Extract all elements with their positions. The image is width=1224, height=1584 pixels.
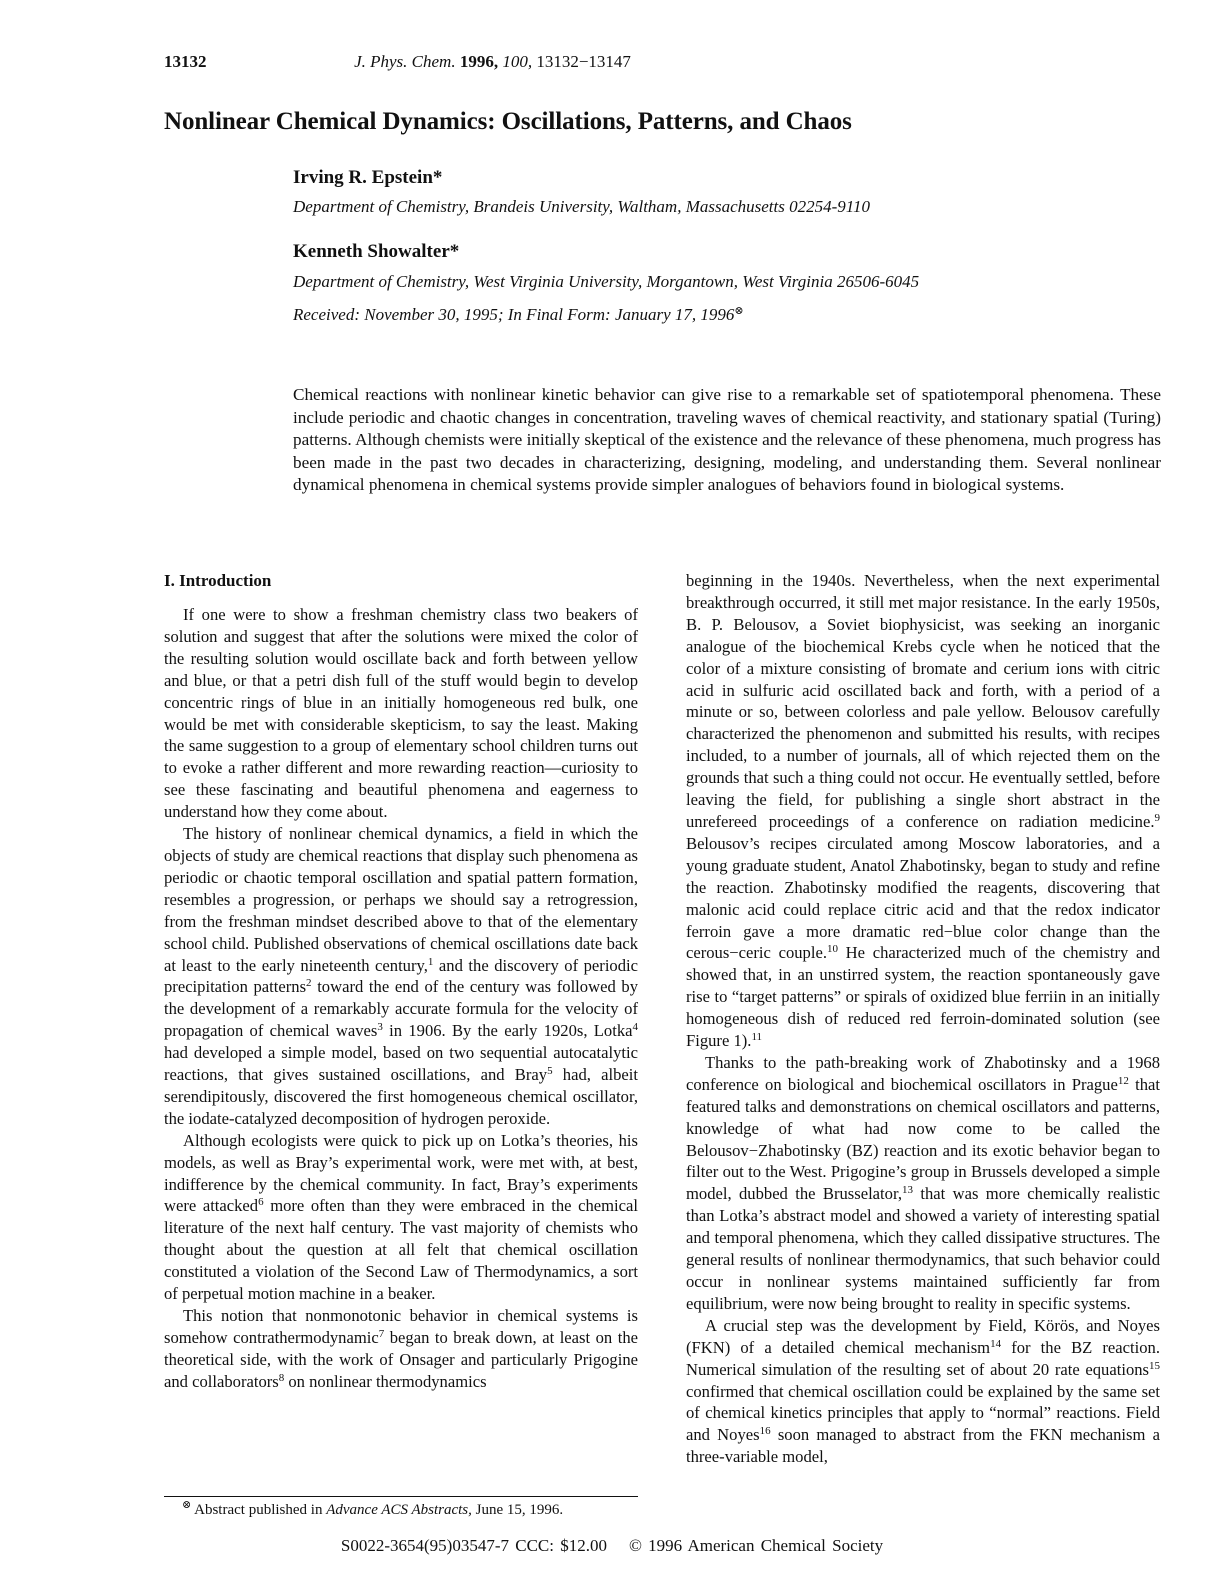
received-dates — [293, 305, 744, 325]
citation-ref: 15 — [1149, 1359, 1160, 1372]
journal-pages: 13132−13147 — [536, 52, 631, 71]
citation-ref: 1 — [427, 955, 434, 968]
author-affiliation: Department of Chemistry, West Virginia University, Morgantown, West Virginia 26506-6045 — [293, 272, 920, 291]
footnote-text: Abstract published in — [191, 1502, 327, 1518]
citation-ref: 3 — [377, 1021, 383, 1034]
article-code: S0022-3654(95)03547-7 CCC: $12.00 — [340, 1536, 607, 1555]
journal-year: 1996, — [459, 52, 499, 71]
right-column — [686, 570, 1160, 1468]
citation-ref: 11 — [751, 1031, 763, 1044]
received-mark: ⊗ — [734, 305, 744, 317]
abstract: Chemical reactions with nonlinear kinetic behavior can give rise to a remarkable set of spatiotemporal phenomena. These include periodic and chaotic changes in concentration, traveling waves of chemical reactivity, and stationary spatial (Turing) patterns. Although chemists were initially skeptical of the existence and the relevance of these phenomena, much progress has been made in the past two decades in characterizing, designing, modeling, and understanding them. Several nonlinear dynamical phenomena in chemical systems provide simpler analogues of behaviors found in biological systems. — [293, 385, 1161, 495]
paragraph: The history of nonlinear chemical dynamics, a field in which the objects of study are chemical reactions that display such phenomena as periodic or chaotic temporal oscillation and spatial pattern formation, resembles a progression, or perhaps we should say a retrogression, from the freshman mindset described above to that of the elementary school child. Published observations of chemical oscillations date back at least to the early nineteenth century,$^1$ and the discovery of periodic precipitation patterns$^2$ toward the end of the century was followed by the development of a remarkably accurate formula for the velocity of propagation of chemical waves$^3$ in 1906. By the early 1920s, Lotka$^4$ had developed a simple model, based on two sequential autocatalytic reactions, that gives sustained oscillations, and Bray$^5$ had, albeit serendipitously, discovered the first homogeneous chemical oscillator, the iodate-catalyzed decomposition of hydrogen peroxide. — [164, 824, 638, 1128]
footnote-mark: ⊗ — [182, 1499, 192, 1511]
citation-ref: 10 — [826, 943, 838, 956]
author-name: Irving R. Epstein* — [293, 167, 443, 188]
copyright: © 1996 American Chemical Society — [628, 1536, 884, 1555]
section-heading: I. Introduction — [164, 571, 272, 590]
received-text: Received: November 30, 1995; In Final Form: January 17, 1996 — [293, 305, 735, 324]
citation-ref: 16 — [759, 1425, 771, 1438]
page-number: 13132 — [164, 52, 207, 71]
journal-volume: 100, — [502, 52, 533, 71]
paragraph: Although ecologists were quick to pick up on Lotka’s theories, his models, as well as Bray’s experimental work, were met with, at best, indifference by the chemical community. In fact, Bray’s experiments were attacked$^6$ more often than they were embraced in the chemical literature of the next half century. The vast majority of chemists who thought about the question at all felt that chemical oscillation constituted a violation of the Second Law of Thermodynamics, a sort of perpetual motion machine in a beaker. — [164, 1130, 638, 1304]
paragraph: beginning in the 1940s. Nevertheless, when the next experimental breakthrough occurred, it still met major resistance. In the early 1950s, B. P. Belousov, a Soviet biophysicist, was seeking an inorganic analogue of the biochemical Krebs cycle when he noticed that the color of a mixture consisting of bromate and cerium ions with citric acid in sulfuric acid oscillated back and forth, with a period of a minute or so, between colorless and pale yellow. Belousov carefully characterized the phenomenon and submitted his results, with recipes included, to a number of journals, all of which rejected them on the grounds that such a thing could not occur. He eventually settled, before leaving the field, for publishing a single short abstract in the unrefereed proceedings of a conference on radiation medicine.$^9$ Belousov’s recipes circulated among Moscow laboratories, and a young graduate student, Anatol Zhabotinsky, began to study and refine the reaction. Zhabotinsky modified the reagents, discovering that malonic acid could replace citric acid and that the redox indicator ferroin gave a more dramatic red−blue color change than the cerous−ceric couple.$^{10}$ He characterized much of the chemistry and showed that, in an unstirred system, the reaction spontaneously gave rise to “target patterns” or spirals of oxidized blue ferriin in an initially homogeneous dish of reduced red ferroin-dominated solution (see Figure 1).$^{11}$ — [686, 571, 1160, 1051]
footnote-divider — [164, 1496, 638, 1497]
citation-ref: 8 — [278, 1371, 285, 1384]
footnote-date: June 15, 1996. — [471, 1502, 564, 1518]
author-name: Kenneth Showalter* — [293, 241, 460, 262]
article-title: Nonlinear Chemical Dynamics: Oscillations, Patterns, and Chaos — [164, 108, 852, 135]
citation-ref: 5 — [547, 1065, 553, 1078]
paragraph: Thanks to the path-breaking work of Zhabotinsky and a 1968 conference on biological and biochemical oscillators in Prague$^{12}$ that featured talks and demonstrations on chemical oscillators and patterns, knowledge of what had now come to be called the Belousov−Zhabotinsky (BZ) reaction and its exotic behavior began to filter out to the West. Prigogine’s group in Brussels developed a simple model, dubbed the Brusselator,$^{13}$ that was more chemically realistic than Lotka’s abstract model and showed a variety of interesting spatial and temporal phenomena, which they called dissipative structures. The general results of nonlinear thermodynamics, that such behavior could occur in nonlinear systems maintained sufficiently far from equilibrium, were now being brought to reality in specific systems. — [686, 1052, 1161, 1313]
left-column — [164, 570, 638, 1393]
citation-ref: 12 — [1117, 1074, 1129, 1087]
page-footer — [0, 1536, 1224, 1556]
citation-ref: 13 — [901, 1184, 913, 1197]
journal-name: J. Phys. Chem. — [354, 52, 456, 71]
footnote — [182, 1499, 564, 1519]
citation-ref: 7 — [378, 1327, 385, 1340]
footnote-italic: Advance ACS Abstracts, — [326, 1502, 472, 1518]
running-header — [0, 52, 985, 72]
paragraph: If one were to show a freshman chemistry class two beakers of solution and suggest that after the solutions were mixed the color of the resulting solution would oscillate back and forth between yellow and blue, or that a petri dish full of the stuff would begin to develop concentric rings of blue in an initially homogeneous red bulk, one would be met with considerable skepticism, to say the least. Making the same suggestion to a group of elementary school children turns out to evoke a rather different and more rewarding reaction—curiosity to see these fascinating and beautiful phenomena and eagerness to understand how they come about. — [164, 605, 638, 822]
citation-ref: 9 — [1154, 811, 1160, 824]
paragraph: A crucial step was the development by Field, Körös, and Noyes (FKN) of a detailed chemical mechanism$^{14}$ for the BZ reaction. Numerical simulation of the resulting set of about 20 rate equations$^{15}$ confirmed that chemical oscillation could be explained by the same set of chemical kinetics principles that apply to “normal” reactions. Field and Noyes$^{16}$ soon managed to abstract from the FKN mechanism a three-variable model, — [686, 1315, 1160, 1467]
citation-ref: 6 — [258, 1196, 264, 1209]
author-affiliation: Department of Chemistry, Brandeis University, Waltham, Massachusetts 02254-9110 — [293, 197, 871, 216]
citation-ref: 14 — [990, 1337, 1002, 1350]
paragraph: This notion that nonmonotonic behavior in chemical systems is somehow contrathermodynamic$^7$ began to break down, at least on the theoretical side, with the work of Onsager and particularly Prigogine and collaborators$^8$ on nonlinear thermodynamics — [164, 1306, 639, 1391]
citation-ref: 4 — [632, 1021, 638, 1034]
citation-ref: 2 — [306, 977, 312, 990]
